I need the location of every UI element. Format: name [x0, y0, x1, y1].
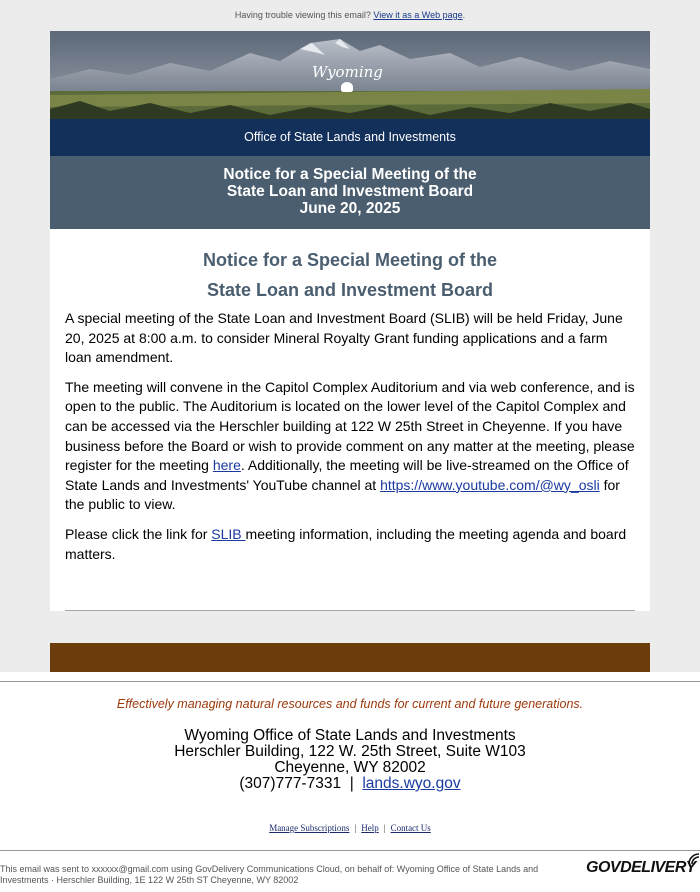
footer-building: Herschler Building, 122 W. 25th Street, Suite W103 — [174, 743, 526, 760]
footer-tagline: Effectively managing natural resources and funds for current and future generations. — [116, 697, 584, 711]
bucking-horse-icon — [341, 82, 353, 92]
website-link[interactable]: lands.wyo.gov — [362, 775, 461, 792]
govdelivery-logo-text: GOVDELIVERY — [586, 859, 696, 876]
brown-footer-bar — [50, 643, 650, 672]
header-banner-image — [50, 31, 650, 119]
wyoming-logo — [312, 63, 383, 92]
footer-links — [0, 823, 700, 833]
title-date: June 20, 2025 — [299, 200, 401, 217]
wyoming-logo-text: Wyoming — [312, 63, 383, 81]
footer-bottom-divider — [0, 850, 700, 851]
email-disclaimer: This email was sent to xxxxxx@gmail.com using GovDelivery Communications Cloud, on behalf of: Wyoming Office of State Lands and Investments · Herschler Building, 1E 122 W 25th ST Cheyenne, WY 82002 — [0, 864, 539, 885]
title-band — [50, 156, 650, 229]
govdelivery-logo[interactable] — [586, 859, 696, 877]
paragraph-meeting-notice — [65, 309, 635, 368]
youtube-channel-link[interactable]: https://www.youtube.com/@wy_osli — [380, 476, 600, 493]
email-card — [50, 31, 650, 611]
trouble-end: . — [462, 10, 466, 20]
footer-city: Cheyenne, WY 82002 — [274, 759, 426, 776]
trouble-text: Having trouble viewing this email? — [234, 10, 371, 20]
article-body — [50, 229, 650, 611]
paragraph-slib-info — [65, 525, 635, 564]
signal-icon — [688, 853, 700, 865]
paragraph-2-text-a: The meeting will convene in the Capitol Complex Auditorium and via web conference, and is open to the public. The Auditorium is located on the lower level of the Capitol Complex and can be accessed via the Herschler building at 122 W 25th Street in Cheyenne. If you have business before the Board or wish to provide comment on any matter at the meeting, please register for the meeting — [65, 378, 635, 474]
article-heading-line-1: Notice for a Special Meeting of the — [202, 250, 498, 270]
manage-subscriptions-link[interactable]: Manage Subscriptions — [269, 823, 350, 833]
article-heading-line-2: State Loan and Investment Board — [206, 280, 494, 300]
view-web-page-link[interactable]: View it as a Web page — [373, 10, 463, 20]
register-here-link[interactable]: here — [212, 457, 241, 474]
office-name: Office of State Lands and Investments — [244, 130, 456, 144]
title-line-2: State Loan and Investment Board — [226, 183, 474, 200]
footer-link-separator: | — [383, 823, 386, 833]
paragraph-3-text-b: meeting information, including the meeting agenda and board matters. — [65, 525, 627, 562]
office-brand-bar — [50, 119, 650, 156]
paragraph-2-text-c: for the public to view. — [65, 476, 620, 513]
footer-link-separator: | — [354, 823, 357, 833]
paragraph-2-text-b: . Additionally, the meeting will be live-streamed on the Office of State Lands and Investments' YouTube channel at — [65, 457, 629, 493]
footer-address — [0, 728, 700, 792]
footer-top-divider — [0, 681, 700, 682]
footer-contact-line — [0, 776, 700, 792]
article-heading — [65, 245, 635, 305]
content-divider — [65, 610, 635, 611]
help-link[interactable]: Help — [361, 823, 379, 833]
footer-phone-separator: | — [341, 775, 363, 792]
paragraph-3-text-a: Please click the link for — [65, 525, 212, 542]
title-line-1: Notice for a Special Meeting of the — [223, 166, 477, 183]
footer-phone: (307)777-7331 — [239, 775, 342, 792]
paragraph-1-text: A special meeting of the State Loan and Investment Board (SLIB) will be held Friday, June 20, 2025 at 8:00 a.m. to consider Mineral Royalty Grant funding applications and a farm loan amendment. — [65, 310, 623, 366]
contact-us-link[interactable]: Contact Us — [390, 823, 431, 833]
trouble-viewing-bar — [0, 10, 700, 20]
footer-org-name: Wyoming Office of State Lands and Investments — [184, 727, 516, 744]
paragraph-meeting-location — [65, 378, 635, 515]
slib-link[interactable]: SLIB — [211, 525, 246, 542]
